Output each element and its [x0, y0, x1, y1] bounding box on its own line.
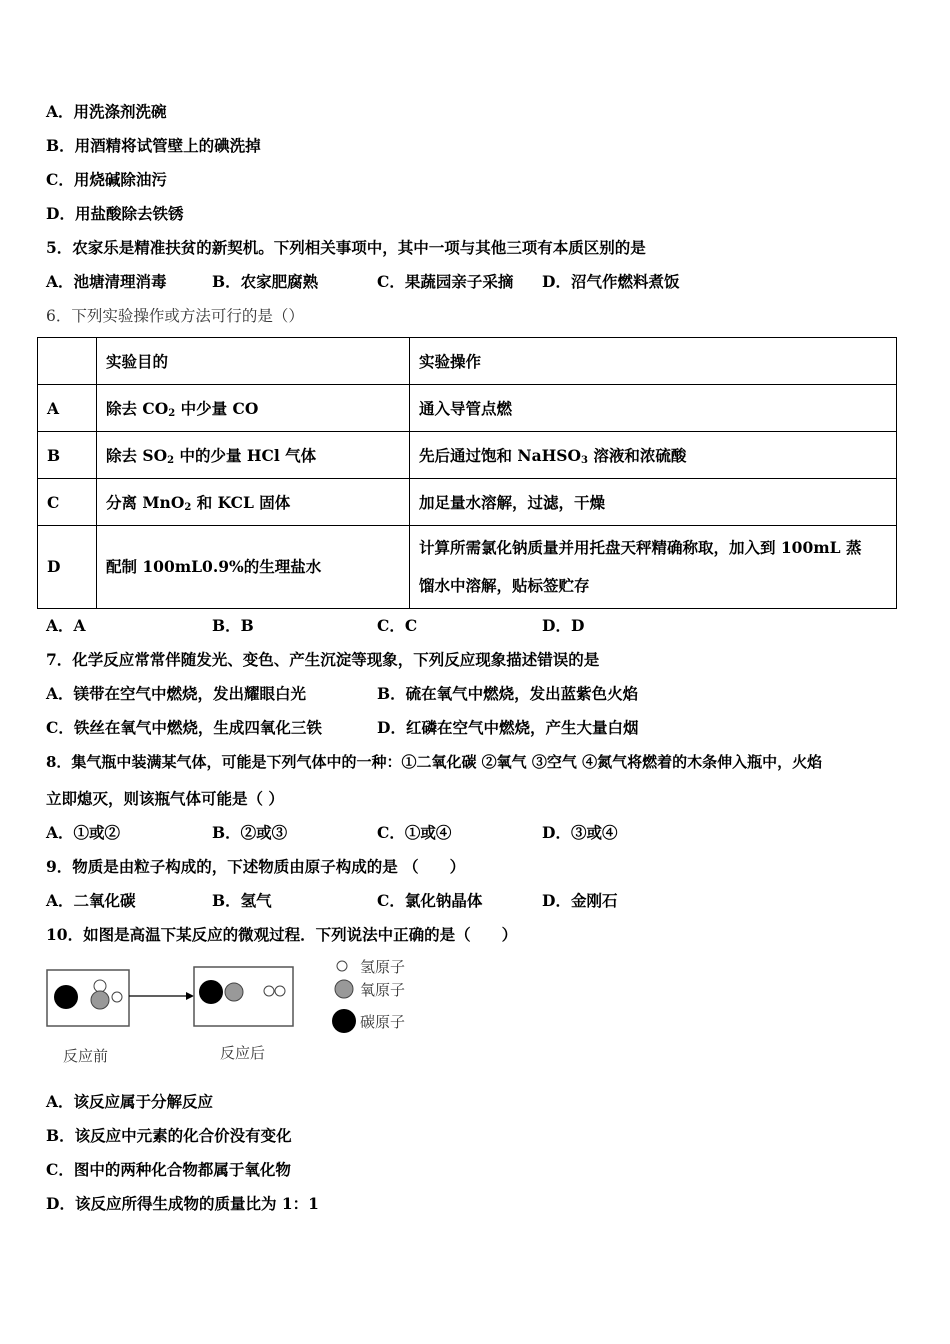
q8-option-a: A．①或②: [46, 823, 121, 842]
before-label: 反应前: [63, 1048, 109, 1065]
row-label: B: [38, 432, 97, 479]
oxygen-atom-icon: [91, 991, 109, 1009]
q6-experiment-table: [37, 337, 897, 609]
row-goal: 配制 100mL0.9%的生理盐水: [97, 526, 410, 609]
legend-carbon-label: 碳原子: [360, 1014, 406, 1031]
header-goal: 实验目的: [97, 338, 410, 385]
q8-option-b: B．②或③: [212, 823, 288, 842]
hydrogen-atom-icon: [275, 986, 285, 996]
hydrogen-atom-icon: [94, 980, 106, 992]
arrow-head-icon: [186, 992, 194, 1000]
hydrogen-atom-icon: [264, 986, 274, 996]
q4-option-d: D．用盐酸除去铁锈: [46, 204, 184, 223]
q6-stem: 6．下列实验操作或方法可行的是（）: [46, 307, 304, 325]
carbon-atom-icon: [199, 980, 223, 1004]
q9-option-c: C．氯化钠晶体: [377, 891, 483, 910]
row-operation: 通入导管点燃: [410, 385, 897, 432]
header-operation: 实验操作: [410, 338, 897, 385]
row-label: C: [38, 479, 97, 526]
q7-option-c: C．铁丝在氧气中燃烧，生成四氧化三铁: [46, 718, 322, 737]
q6-option-d: D．D: [542, 616, 585, 635]
q9-option-d: D．金刚石: [542, 891, 618, 910]
header-blank: [38, 338, 97, 385]
q8-stem-line1: 8．集气瓶中装满某气体，可能是下列气体中的一种：①二氧化碳 ②氧气 ③空气 ④氮气将燃着的木条伸入瓶中，火焰: [46, 753, 823, 771]
q10-option-c: C．图中的两种化合物都属于氧化物: [46, 1160, 291, 1179]
q9-stem: 9．物质是由粒子构成的，下述物质由原子构成的是 （ ）: [46, 857, 466, 876]
table-row: [38, 526, 897, 609]
row-goal: 分离 MnO$_2$ 和 KCL 固体: [97, 479, 410, 526]
q10-option-d: D．该反应所得生成物的质量比为 1：1: [46, 1194, 319, 1213]
q4-option-b: B．用酒精将试管壁上的碘洗掉: [46, 136, 261, 155]
legend-oxygen-label: 氧原子: [360, 982, 406, 999]
table-header-row: [38, 338, 897, 385]
q7-option-d: D．红磷在空气中燃烧，产生大量白烟: [377, 718, 639, 737]
q4-option-c: C．用烧碱除油污: [46, 170, 167, 189]
q6-option-b: B．B: [212, 616, 254, 635]
q6-option-a: A．A: [46, 616, 86, 635]
after-label: 反应后: [220, 1045, 266, 1062]
q4-option-a: A．用洗涤剂洗碗: [46, 102, 167, 121]
q8-option-d: D．③或④: [542, 823, 618, 842]
q6-option-c: C．C: [377, 616, 418, 635]
q5-option-a: A．池塘清理消毒: [46, 272, 167, 291]
row-operation: 加足量水溶解，过滤，干燥: [410, 479, 897, 526]
legend-carbon-icon: [332, 1009, 356, 1033]
q7-stem: 7．化学反应常常伴随发光、变色、产生沉淀等现象，下列反应现象描述错误的是: [46, 650, 600, 669]
row-operation: 计算所需氯化钠质量并用托盘天秤精确称取，加入到 100mL 蒸 馏水中溶解，贴标签贮存: [410, 526, 897, 609]
q5-option-b: B．农家肥腐熟: [212, 272, 319, 291]
q7-option-b: B．硫在氧气中燃烧，发出蓝紫色火焰: [377, 684, 639, 703]
row-goal: 除去 $SO_2$ 中的少量 HCl 气体: [97, 432, 410, 479]
q8-stem-line2: 立即熄灭，则该瓶气体可能是（ ）: [46, 789, 284, 808]
hydrogen-atom-icon: [112, 992, 122, 1002]
q5-option-d: D．沼气作燃料煮饭: [542, 272, 680, 291]
row-goal: 除去 $CO_2$ 中少量 CO: [97, 385, 410, 432]
q10-option-b: B．该反应中元素的化合价没有变化: [46, 1126, 292, 1145]
q5-option-c: C．果蔬园亲子采摘: [377, 272, 514, 291]
legend-hydrogen-label: 氢原子: [360, 959, 406, 976]
q5-stem: 5．农家乐是精准扶贫的新契机。下列相关事项中，其中一项与其他三项有本质区别的是: [46, 238, 646, 257]
oxygen-atom-icon: [225, 983, 243, 1001]
table-row: [38, 385, 897, 432]
reaction-diagram: [44, 956, 414, 1066]
legend-hydrogen-icon: [337, 961, 347, 971]
row-label: A: [38, 385, 97, 432]
q9-option-b: B．氢气: [212, 891, 272, 910]
carbon-atom-icon: [54, 985, 78, 1009]
row-operation: 先后通过饱和 NaHSO$_3$ 溶液和浓硫酸: [410, 432, 897, 479]
q8-option-c: C．①或④: [377, 823, 452, 842]
table-row: [38, 479, 897, 526]
row-label: D: [38, 526, 97, 609]
q9-option-a: A．二氧化碳: [46, 891, 136, 910]
table-row: [38, 432, 897, 479]
q7-option-a: A．镁带在空气中燃烧，发出耀眼白光: [46, 684, 307, 703]
q10-stem: 10．如图是高温下某反应的微观过程．下列说法中正确的是（ ）: [46, 925, 518, 944]
q10-option-a: A．该反应属于分解反应: [46, 1092, 214, 1111]
legend-oxygen-icon: [335, 980, 353, 998]
